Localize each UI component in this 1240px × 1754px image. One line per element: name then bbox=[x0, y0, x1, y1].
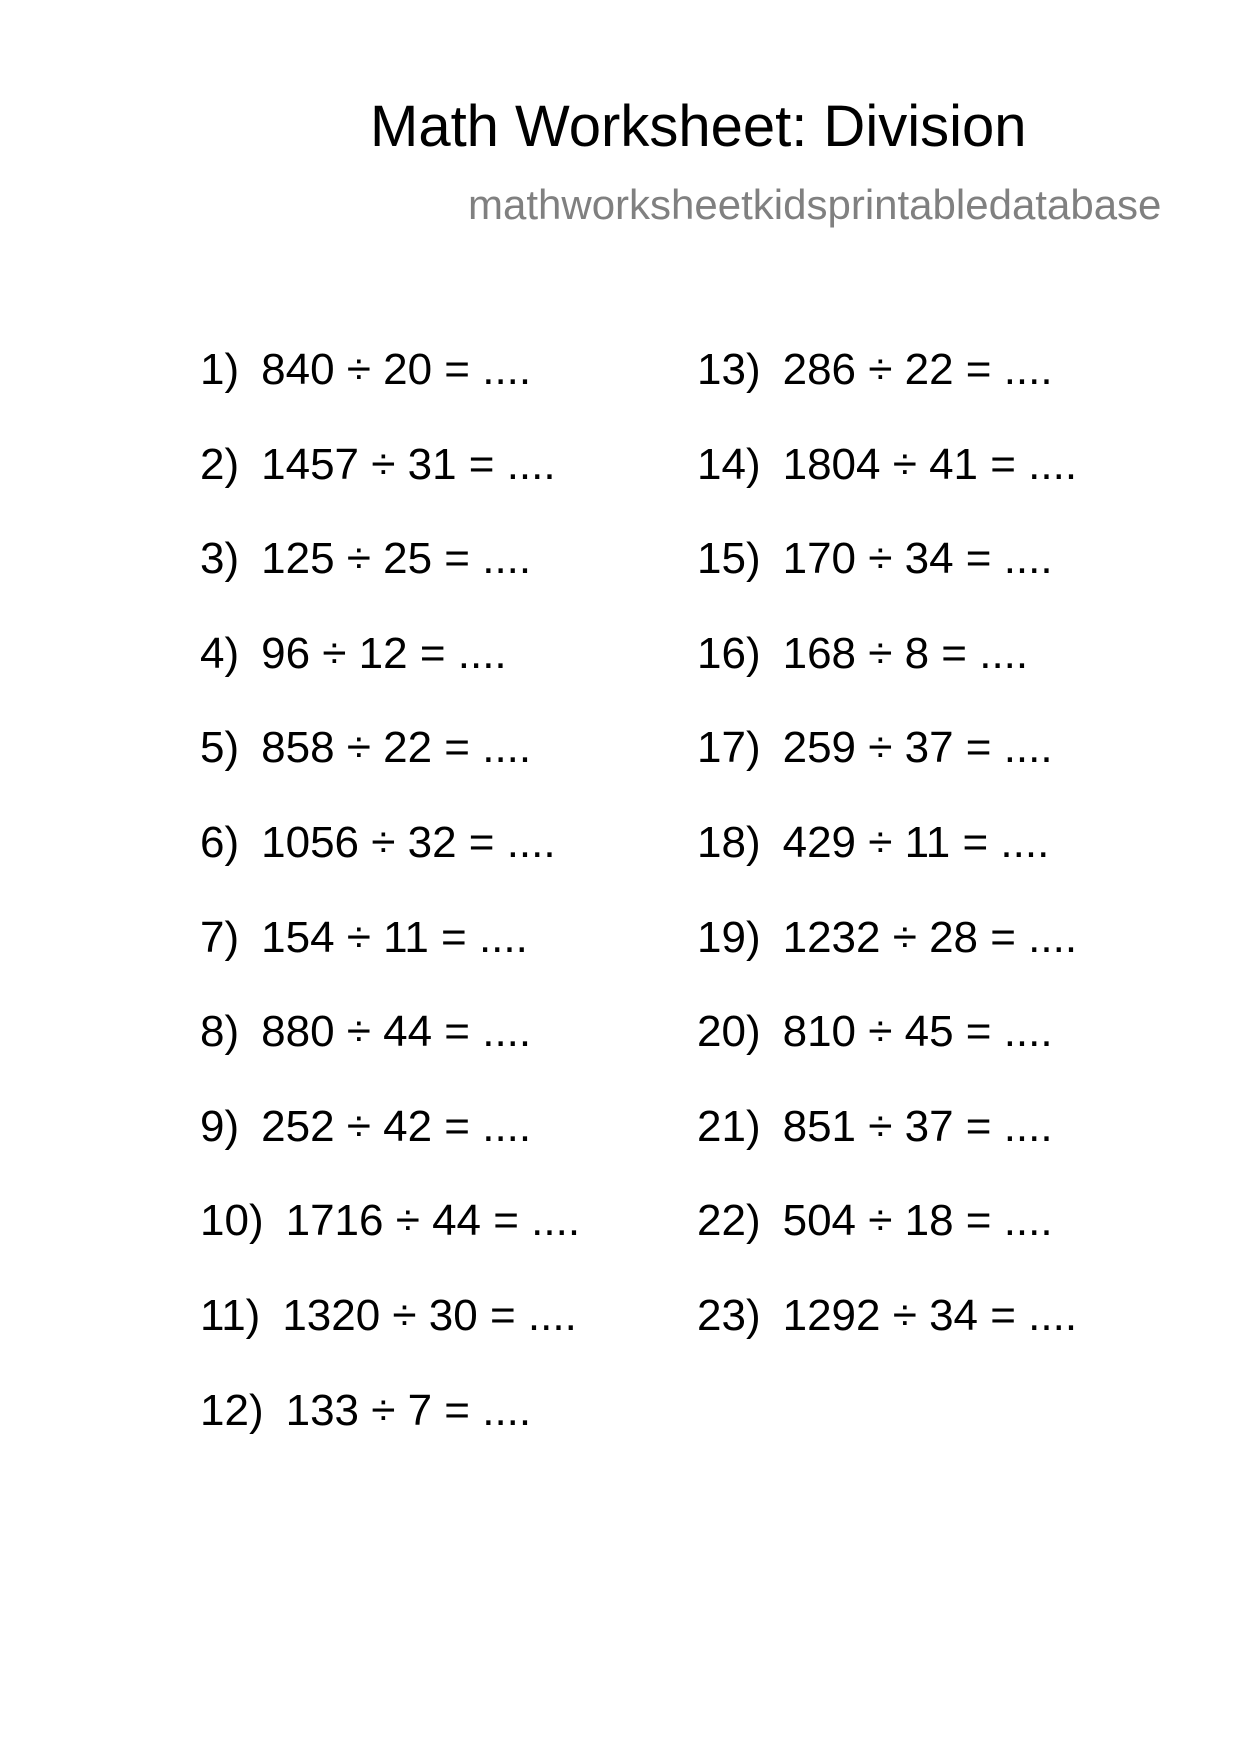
problem-item bbox=[200, 534, 580, 632]
problem-expression: 1056 ÷ 32 = .... bbox=[261, 817, 556, 867]
problem-item bbox=[200, 723, 580, 821]
problem-number: 20) bbox=[697, 1007, 761, 1057]
problem-number: 12) bbox=[200, 1385, 264, 1435]
problem-item bbox=[200, 1290, 580, 1389]
problem-item bbox=[697, 817, 1077, 916]
problem-number: 4) bbox=[200, 628, 240, 678]
problem-number: 6) bbox=[200, 817, 240, 867]
problem-number: 13) bbox=[697, 345, 761, 394]
problem-item bbox=[200, 439, 580, 538]
problem-expression: 168 ÷ 8 = .... bbox=[782, 628, 1029, 678]
problem-item bbox=[697, 1101, 1077, 1200]
problem-number: 15) bbox=[697, 534, 761, 584]
problem-number: 14) bbox=[697, 439, 761, 489]
problem-item bbox=[697, 345, 1077, 443]
problem-expression: 125 ÷ 25 = .... bbox=[261, 534, 532, 584]
problem-expression: 858 ÷ 22 = .... bbox=[261, 723, 532, 773]
problem-number: 19) bbox=[697, 912, 761, 962]
problem-expression: 840 ÷ 20 = .... bbox=[261, 345, 532, 394]
problem-expression: 1804 ÷ 41 = .... bbox=[782, 439, 1078, 489]
problem-item bbox=[200, 817, 580, 916]
problem-item bbox=[200, 345, 580, 443]
problem-expression: 259 ÷ 37 = .... bbox=[782, 723, 1053, 773]
problem-item bbox=[200, 1196, 581, 1294]
problem-number: 7) bbox=[200, 912, 240, 962]
problem-item bbox=[200, 912, 580, 1011]
problem-item bbox=[697, 912, 1078, 1011]
problem-item bbox=[200, 1385, 580, 1484]
problem-number: 11) bbox=[200, 1290, 261, 1340]
worksheet-title: Math Worksheet: Division bbox=[370, 94, 1027, 159]
problem-column-left bbox=[200, 345, 581, 1483]
problem-item bbox=[200, 1101, 580, 1200]
problem-expression: 252 ÷ 42 = .... bbox=[261, 1101, 532, 1151]
problem-column-right bbox=[697, 345, 1078, 1389]
problem-expression: 96 ÷ 12 = .... bbox=[261, 628, 507, 678]
problem-number: 17) bbox=[697, 723, 761, 773]
problem-expression: 880 ÷ 44 = .... bbox=[261, 1007, 532, 1057]
problem-number: 2) bbox=[200, 439, 240, 489]
problem-expression: 154 ÷ 11 = .... bbox=[261, 912, 528, 962]
problem-number: 18) bbox=[697, 817, 761, 867]
problem-item bbox=[697, 439, 1078, 538]
problem-number: 21) bbox=[697, 1101, 761, 1151]
worksheet-subtitle: mathworksheetkidsprintabledatabase bbox=[468, 181, 1162, 228]
problem-number: 8) bbox=[200, 1007, 240, 1057]
problem-item bbox=[697, 534, 1077, 632]
problem-number: 23) bbox=[697, 1290, 761, 1340]
problem-number: 9) bbox=[200, 1101, 240, 1151]
problem-number: 3) bbox=[200, 534, 240, 584]
problem-expression: 1292 ÷ 34 = .... bbox=[782, 1290, 1078, 1340]
problem-expression: 286 ÷ 22 = .... bbox=[782, 345, 1053, 394]
problem-expression: 851 ÷ 37 = .... bbox=[782, 1101, 1053, 1151]
problem-expression: 504 ÷ 18 = .... bbox=[782, 1196, 1053, 1246]
problem-item bbox=[697, 1196, 1077, 1294]
problem-item bbox=[200, 1007, 580, 1105]
problem-expression: 133 ÷ 7 = .... bbox=[285, 1385, 532, 1435]
problem-expression: 429 ÷ 11 = .... bbox=[782, 817, 1050, 867]
problem-number: 1) bbox=[200, 345, 240, 394]
problem-item bbox=[697, 723, 1077, 821]
problem-item bbox=[697, 1290, 1078, 1389]
problem-expression: 1320 ÷ 30 = .... bbox=[282, 1290, 577, 1340]
problem-number: 16) bbox=[697, 628, 761, 678]
problem-item bbox=[697, 1007, 1077, 1105]
problem-expression: 170 ÷ 34 = .... bbox=[782, 534, 1053, 584]
problem-item bbox=[697, 628, 1077, 727]
problem-expression: 1232 ÷ 28 = .... bbox=[782, 912, 1078, 962]
problem-expression: 810 ÷ 45 = .... bbox=[782, 1007, 1053, 1057]
problem-number: 10) bbox=[200, 1196, 264, 1246]
problem-number: 5) bbox=[200, 723, 240, 773]
problem-expression: 1457 ÷ 31 = .... bbox=[261, 439, 556, 489]
problem-number: 22) bbox=[697, 1196, 761, 1246]
problem-item bbox=[200, 628, 580, 727]
problem-expression: 1716 ÷ 44 = .... bbox=[285, 1196, 581, 1246]
